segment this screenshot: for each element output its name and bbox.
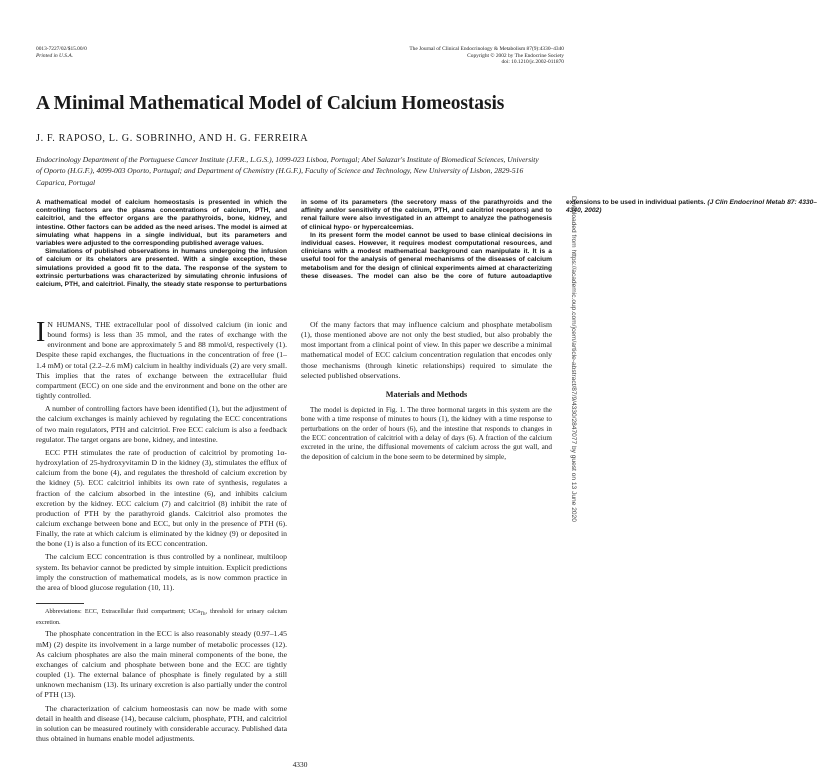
article-title: A Minimal Mathematical Model of Calcium Homeostasis (36, 93, 505, 114)
page-number: 4330 (292, 760, 308, 769)
journal-citation-line: The Journal of Clinical Endocrinology & Metabolism 87(9):4330–4340 (409, 46, 564, 52)
methods-section (301, 406, 552, 462)
footnote-divider (36, 603, 84, 604)
body-paragraph (36, 317, 287, 401)
footnote-tail: , threshold for urinary calcium excretion. (36, 608, 287, 626)
body-paragraph: The calcium ECC concentration is thus controlled by a nonlinear, multiloop system. Its behavior cannot be predicted by simple intuition. Explicit predictions imply the construction of mathematical models, as is now common practice in the area of blood glucose regulation (10, 11). (36, 552, 287, 592)
abstract (36, 199, 817, 297)
abstract-citation: (J Clin Endocrinol Metab 87: 4330–4340, 2002) (566, 199, 817, 215)
footnote (36, 608, 287, 626)
author-list: J. F. RAPOSO, L. G. SOBRINHO, AND H. G. FERREIRA (36, 133, 309, 144)
affiliations: Endocrinology Department of the Portuguese Cancer Institute (J.F.R., L.G.S.), 1099-023 Lisboa, Portugal; Abel Salazar's Institute of Biomedical Sciences, University of Oporto (H.G.F.), 4099-003 Oporto, Portugal; and Department of Chemistry (H.G.F.), Faculty of Science and Technology, New University of Lisbon, 2829-516 Caparica, Portugal (36, 155, 539, 187)
body-paragraph: Of the many factors that may influence calcium and phosphate metabolism (1), those mentioned above are not only the best studied, but also probably the most important from a clinical point of view. In this paper we describe a minimal mathematical model of ECC calcium concentration regulation that encodes only those mechanisms (through kinetic relationships) required to simulate the selected published observations. (301, 320, 552, 380)
footnote-text: Abbreviations: ECC, Extracellular fluid compartment; UCa (45, 608, 200, 616)
abstract-paragraph: A mathematical model of calcium homeostasis is presented in which the controlling factors are the plasma concentrations of calcium, PTH, and calcitriol, and the effector organs are the parathyroids, bone, kidney, and intestine. Other factors can be added as the need arises. The model is aimed at simulating what happens in a single individual, but its parameters and variables were adjusted to the corresponding published average values. (36, 199, 287, 248)
download-watermark (563, 196, 583, 696)
journal-header-right (409, 46, 564, 66)
body-paragraph: The phosphate concentration in the ECC is also reasonably steady (0.97–1.45 mM) (2) despite its involvement in a large number of metabolic processes (12). As calcium phosphates are also the main mineral components of the bone, the exchanges of calcium and phosphate between bone and the ECC are tightly coupled (1). The external balance of phosphate is finely regulated by a still unknown mechanism (13). Its urinary excretion is also partially under the control of PTH (13). (36, 629, 287, 700)
article-body (36, 317, 552, 748)
abstract-paragraph: Simulations of published observations in humans undergoing the infusion of calcium or its chelators are presented. With a single exception, these simulations provided a good fit to the data. The response of the system to extrinsic perturbations was characterized by simulating chronic infusions of calcium, PTH, and calcitriol. Finally, the steady state response to perturbations in some of its parameters (the secretory mass of the parathyroids and the affinity and/or sensitivity of the calcium, PTH, and calcitriol receptors) and to renal failure were also investigated in an attempt to analyze the pathogenesis of clinical hypo- or hypercalcemias. (36, 199, 552, 289)
body-paragraph: A number of controlling factors have been identified (1), but the adjustment of the calcium exchanges is mainly achieved by regulating the ECC concentrations of two main regulators, PTH and calcitriol. Free ECC calcium is also a feedback regulator. The target organs are bone, kidney, and intestine. (36, 404, 287, 444)
body-paragraph: The characterization of calcium homeostasis can now be made with some detail in health and disease (14), because calcium, phosphate, PTH, and calcitriol in solution can be measured routinely with considerable accuracy. Published data thus obtained in humans enable model adjustments. (36, 703, 287, 744)
footnote-subscript: Th (200, 612, 206, 618)
issn-line: 0013-7227/02/$15.00/0 (36, 46, 87, 52)
section-heading: Materials and Methods (385, 389, 468, 399)
methods-paragraph: The model is depicted in Fig. 1. The three hormonal targets in this system are the bone with a time response of minutes to hours (1), the kidney with a time response to perturbations on the order of hours (6), and the intestine that responds to changes in the ECC concentration of calcitriol with a delay of days (6). A fraction of the calcium excreted in the urine, the diffusional movements of calcium across the gut wall, and the deposition of calcium in the bone seem to be determined by simple, (301, 406, 552, 461)
download-note: Downloaded from https://academic.oup.com/jcem/article-abstract/87/9/4330/2847077 by guest on 13 June 2020 (570, 196, 577, 522)
doi-line: doi: 10.1210/jc.2002-011870 (501, 59, 564, 66)
drop-cap: I (36, 317, 46, 348)
printed-line: Printed in U.S.A. (36, 52, 73, 59)
journal-header-left (36, 46, 87, 59)
copyright-line: Copyright © 2002 by The Endocrine Society (467, 52, 564, 59)
body-paragraph: ECC PTH stimulates the rate of production of calcitriol by promoting 1α-hydroxylation of 25-hydroxyvitamin D in the kidney (3), stimulates the efflux of calcium from the bone (4), and regulates the threshold of calcium excretion by the kidney (5). ECC calcitriol inhibits its own rate of synthesis, regulates a fraction of the calcium absorbed in the intestine (6), and inhibits calcium excretion by the kidney. ECC calcium (7) and calcitriol (8) inhibit the rate of production of PTH by the parathyroid glands. Calcitriol also promotes the calcium exchange between bone and ECC, but only in the presence of PTH (6). Finally, the rate at which calcium is eliminated by the kidney (9) or deposited in the bone (1) is also a function of its ECC concentration. (36, 447, 287, 549)
body-text: extracellular pool of dissolved calcium (in ionic and bound forms) is less than 35 mmol, and the rates of exchange with the environment and bone are approximately 5 and 88 mmol/d, respectively (1). Despite these rapid exchanges, the fluctuations in the concentration of free (1–1.4 mM) or total (2.2–2.6 mM) calcium in healthy individuals (2) are very small. This implies that the rates of exchange between the extracellular fluid compartment (ECC) on one side and the environment and bone on the other are tightly controlled. (36, 320, 287, 401)
abstract-text: In its present form the model cannot be used to base clinical decisions in individual cases. However, it requires modest computational resources, and clinicians with a modest mathematical background can manipulate it. It is a useful tool for the analysis of general mechanisms of the diseases of calcium metabolism and for the design of clinical experiments aimed at characterizing these diseases. The model can also be the core of future autoadaptive extensions to be used in individual patients. (301, 199, 706, 280)
lead-in: N HUMANS, THE (47, 320, 111, 329)
